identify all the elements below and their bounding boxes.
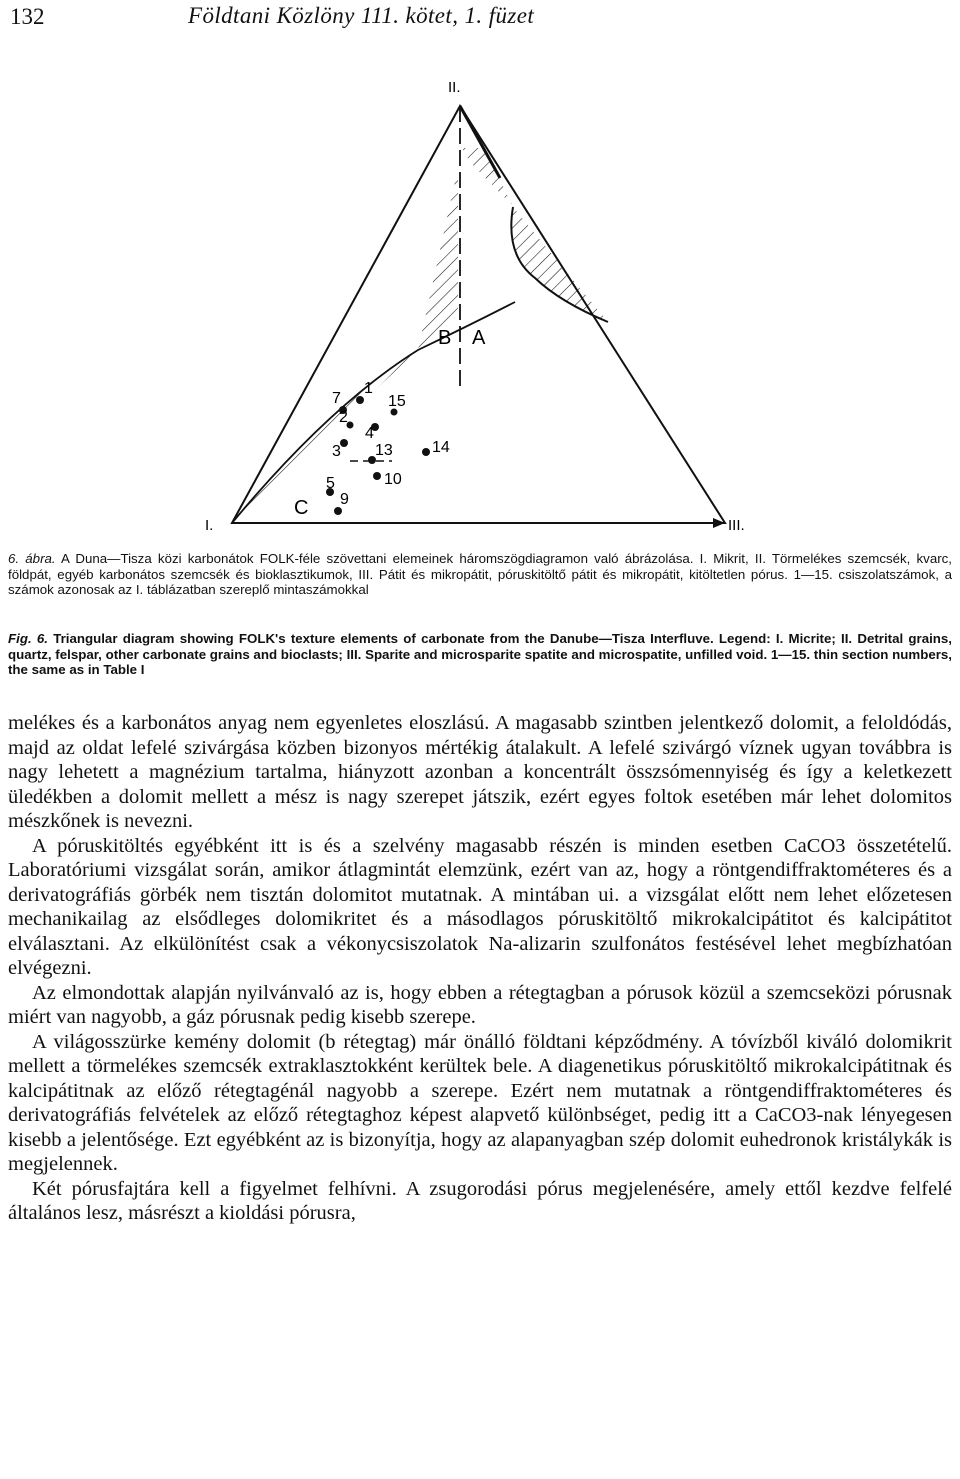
point-label-5: 5 bbox=[326, 475, 335, 492]
paragraph-1: melékes és a karbonátos anyag nem egyenletes eloszlású. A magasabb szintben jelentkező dolomit, a feloldódás, majd az oldat lefelé szivárgása közben bizonyos mértékig átalakult. A lefelé szivárgó víznek ugyan továbbra is nagy lehetett a magnézium tartalma, hiányzott azonban a koncentrált összsómennyiség és így a keletkezett üledékben a dolomit mellett a mész is nagy szerepet játszik, ezért egyes foltok esetében már lehet dolomitos mészkőnek is nevezni. bbox=[8, 712, 952, 832]
ternary-diagram-figure bbox=[0, 40, 960, 540]
running-head: Földtani Közlöny 111. kötet, 1. füzet bbox=[188, 3, 535, 28]
point-1 bbox=[356, 396, 364, 404]
field-upper-hatch bbox=[418, 168, 458, 350]
vertex-label-top: II. bbox=[448, 79, 461, 96]
vertex-label-right: III. bbox=[728, 517, 745, 534]
vertex-label-left: I. bbox=[205, 517, 214, 534]
ternary-diagram bbox=[0, 40, 960, 540]
caption-label-en: Fig. 6. bbox=[8, 631, 48, 646]
field-c-hatch bbox=[232, 350, 418, 523]
point-label-2: 2 bbox=[339, 409, 348, 426]
paragraph-3: Az elmondottak alapján nyilvánvaló az is, hogy ebben a rétegtagban a pórusok közül a szemcseközi pórusnak miért van nagyobb, a gáz pórusnak pedig kisebb szerepe. bbox=[8, 981, 952, 1028]
page-header bbox=[8, 0, 952, 34]
point-label-1: 1 bbox=[364, 380, 373, 397]
point-label-13: 13 bbox=[375, 442, 393, 459]
data-points bbox=[326, 380, 450, 515]
field-label-a: A bbox=[472, 327, 486, 349]
paragraph-4: A világosszürke kemény dolomit (b rétegtag) már önálló földtani képződmény. A tóvízből kiváló dolomikrit mellett a törmelékes szemcsék extraklasztokként kerültek bele. A diagenetikus póruskitöltő mikrokalcipátitnak és kalcipátitnak az előző rétegtagénál nagyobb a szerepe. Ezért nem mutatnak a röntgendiffraktométeres és derivatográfiás felvételek az előző rétegtaghoz képest alapvető különbséget, pedig itt a CaCO3-nak lényegesen kisebb a jelentősége. Ezt egyébként az is bizonyítja, hogy az alapanyagban szép dolomit euhedronok kristálykák is megjelennek. bbox=[8, 1030, 952, 1175]
caption-label-hu: 6. ábra. bbox=[8, 551, 56, 566]
point-label-3: 3 bbox=[332, 443, 341, 460]
point-14 bbox=[422, 448, 430, 456]
field-label-c: C bbox=[294, 497, 309, 519]
point-label-9: 9 bbox=[340, 491, 349, 508]
point-label-7: 7 bbox=[332, 390, 341, 407]
paragraph-5: Két pórusfajtára kell a figyelmet felhívni. A zsugorodási pórus megjelenésére, amely ettől kezdve felfelé általános lesz, másrészt a kioldási pórusra, bbox=[8, 1177, 952, 1224]
point-10 bbox=[373, 472, 381, 480]
paragraph-2: A póruskitöltés egyébként itt is és a szelvény magasabb részén is minden esetben CaCO3 összetételű. Laboratóriumi vizsgálat során, amikor átlagmintát elemzünk, ezért van az, hogy a röntgendiffraktométeres és a derivatográfiás görbék nem tisztán dolomitot mutatnak. A mintában ui. a vizsgálat előtt nem lehet előzetesen mechanikailag az elsődleges dolomikritet és a másodlagos póruskitöltő mikrokalcipátitot és kalcipátitot elválasztani. Az elkülönítést csak a vékonycsiszolatok Na-alizarin szulfonátos festésével lehet megbízhatóan elvégezni. bbox=[8, 834, 952, 979]
point-label-10: 10 bbox=[384, 471, 402, 488]
figure-caption-hungarian bbox=[8, 551, 952, 598]
point-3 bbox=[340, 439, 348, 447]
point-9 bbox=[334, 507, 342, 515]
page-number: 132 bbox=[10, 4, 45, 29]
body-text bbox=[8, 711, 952, 1226]
point-label-15: 15 bbox=[388, 393, 406, 410]
caption-text-en: Triangular diagram showing FOLK's texture elements of carbonate from the Danube—Tisza Interfluve. Legend: I. Micrite; II. Detrital grains, quartz, felspar, other carbonate grains and bioclasts; III. Sparite and microsparite spatite and microspatite, unfilled void. 1—15. thin section numbers, the same as in Table I bbox=[8, 631, 952, 677]
point-label-14: 14 bbox=[432, 439, 450, 456]
point-label-4: 4 bbox=[365, 425, 374, 442]
caption-text-hu: A Duna—Tisza közi karbonátok FOLK-féle szövettani elemeinek háromszögdiagramon való ábrázolása. I. Mikrit, II. Törmelékes szemcsék, kvarc, földpát, egyéb karbonátos szemcsék és bioklasztikumok, III. Pátit és mikropátit, póruskitöltő pátit és mikropátit, kitöltetlen pórus. 1—15. csiszolatszámok, a számok azonosak az I. táblázatban szereplő mintaszámokkal bbox=[8, 551, 953, 597]
figure-caption-english bbox=[8, 631, 952, 678]
field-label-b: B bbox=[438, 327, 452, 349]
